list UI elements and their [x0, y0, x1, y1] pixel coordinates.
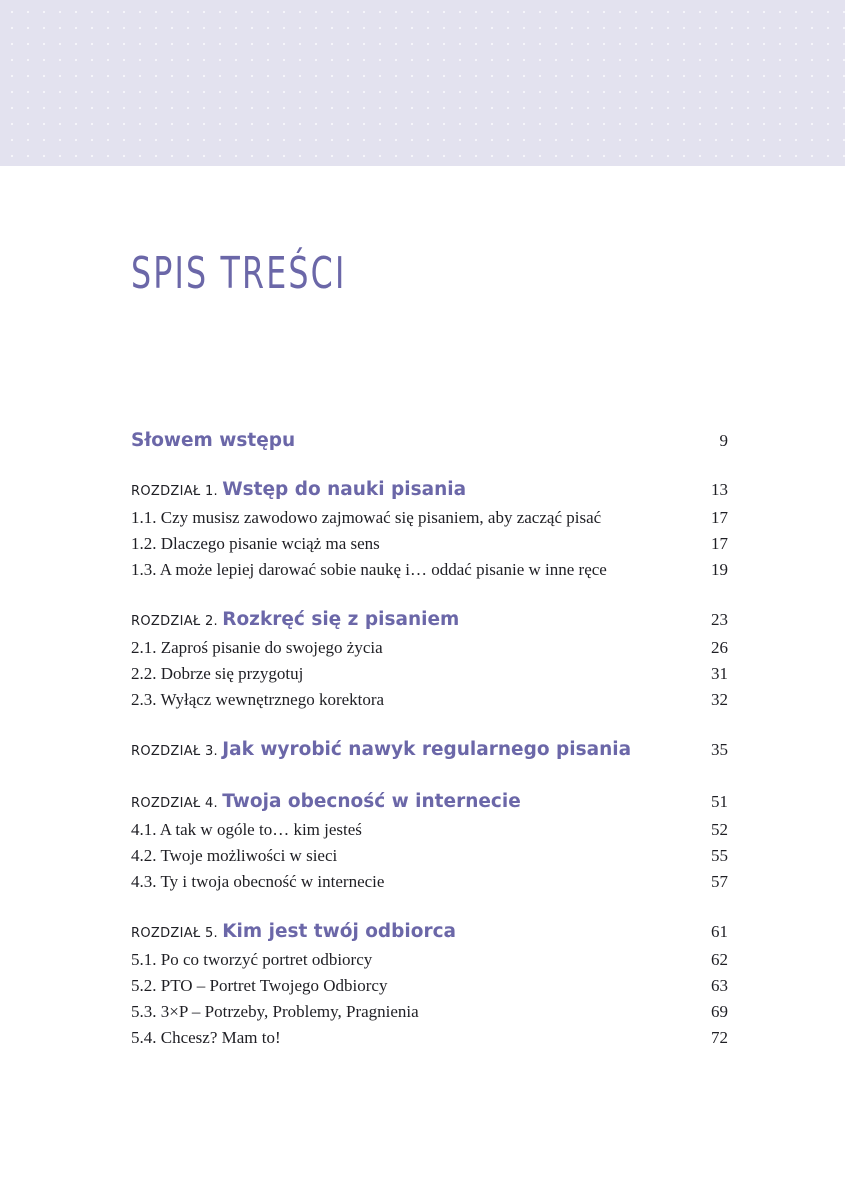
- page-number: 32: [711, 690, 728, 709]
- chapter-heading-3[interactable]: [131, 735, 728, 765]
- chapter-prefix: ROZDZIAŁ 1.: [131, 484, 218, 499]
- section-label: 2.1. Zaproś pisanie do swojego życia: [131, 638, 383, 657]
- toc-section[interactable]: [131, 947, 728, 973]
- toc-section[interactable]: [131, 973, 728, 999]
- section-label: 2.2. Dobrze się przygotuj: [131, 664, 304, 683]
- chapter-prefix: ROZDZIAŁ 2.: [131, 614, 218, 629]
- toc-section[interactable]: [131, 661, 728, 687]
- toc-section[interactable]: [131, 869, 728, 895]
- toc-intro[interactable]: [131, 426, 728, 456]
- header-band: [0, 0, 845, 166]
- page-number: 23: [711, 610, 728, 629]
- page-number: 17: [711, 508, 728, 527]
- chapter-title: Wstęp do nauki pisania: [222, 479, 467, 500]
- section-label: 2.3. Wyłącz wewnętrznego korektora: [131, 690, 385, 709]
- toc-section[interactable]: [131, 843, 728, 869]
- page-number: 31: [711, 664, 728, 683]
- page-number: 17: [711, 534, 728, 553]
- chapter-heading-5[interactable]: [131, 917, 728, 947]
- section-label: 4.3. Ty i twoja obecność w internecie: [131, 872, 385, 891]
- page-number: 26: [711, 638, 728, 657]
- page-number: 35: [711, 740, 728, 759]
- section-label: 5.4. Chcesz? Mam to!: [131, 1028, 281, 1047]
- section-label: 5.1. Po co tworzyć portret odbiorcy: [131, 950, 373, 969]
- chapter-heading-4[interactable]: [131, 787, 728, 817]
- page-number: 72: [711, 1028, 728, 1047]
- page-number: 55: [711, 846, 728, 865]
- chapter-heading-2[interactable]: [131, 605, 728, 635]
- page-title: SPIS TREŚCI: [131, 248, 347, 299]
- toc-section[interactable]: [131, 505, 728, 531]
- section-label: 5.2. PTO – Portret Twojego Odbiorcy: [131, 976, 388, 995]
- toc-intro-label: Słowem wstępu: [131, 430, 296, 451]
- section-label: 5.3. 3×P – Potrzeby, Problemy, Pragnienia: [131, 1002, 419, 1021]
- chapter-heading-1[interactable]: [131, 475, 728, 505]
- page-number: 13: [711, 480, 728, 499]
- chapter-title: Kim jest twój odbiorca: [222, 921, 457, 942]
- chapter-prefix: ROZDZIAŁ 3.: [131, 744, 218, 759]
- page-number: 61: [711, 922, 728, 941]
- section-label: 4.2. Twoje możliwości w sieci: [131, 846, 338, 865]
- chapter-prefix: ROZDZIAŁ 4.: [131, 796, 218, 811]
- toc-section[interactable]: [131, 999, 728, 1025]
- section-label: 1.3. A może lepiej darować sobie naukę i… oddać pisanie w inne ręce: [131, 560, 607, 579]
- page-number: 62: [711, 950, 728, 969]
- page-number: 57: [711, 872, 728, 891]
- section-label: 4.1. A tak w ogóle to… kim jesteś: [131, 820, 362, 839]
- page-number: 51: [711, 792, 728, 811]
- section-label: 1.1. Czy musisz zawodowo zajmować się pisaniem, aby zacząć pisać: [131, 508, 602, 527]
- section-label: 1.2. Dlaczego pisanie wciąż ma sens: [131, 534, 380, 553]
- toc-section[interactable]: [131, 557, 728, 583]
- page-number: 63: [711, 976, 728, 995]
- chapter-title: Jak wyrobić nawyk regularnego pisania: [222, 739, 632, 760]
- toc-section[interactable]: [131, 817, 728, 843]
- toc-section[interactable]: [131, 635, 728, 661]
- toc-section[interactable]: [131, 531, 728, 557]
- chapter-title: Rozkręć się z pisaniem: [222, 609, 460, 630]
- toc-section[interactable]: [131, 1025, 728, 1051]
- toc-section[interactable]: [131, 687, 728, 713]
- page-number: 19: [711, 560, 728, 579]
- page-number: 69: [711, 1002, 728, 1021]
- chapter-prefix: ROZDZIAŁ 5.: [131, 926, 218, 941]
- table-of-contents: [131, 426, 728, 1051]
- page-number: 52: [711, 820, 728, 839]
- page-number: 9: [719, 431, 728, 450]
- chapter-title: Twoja obecność w internecie: [222, 791, 521, 812]
